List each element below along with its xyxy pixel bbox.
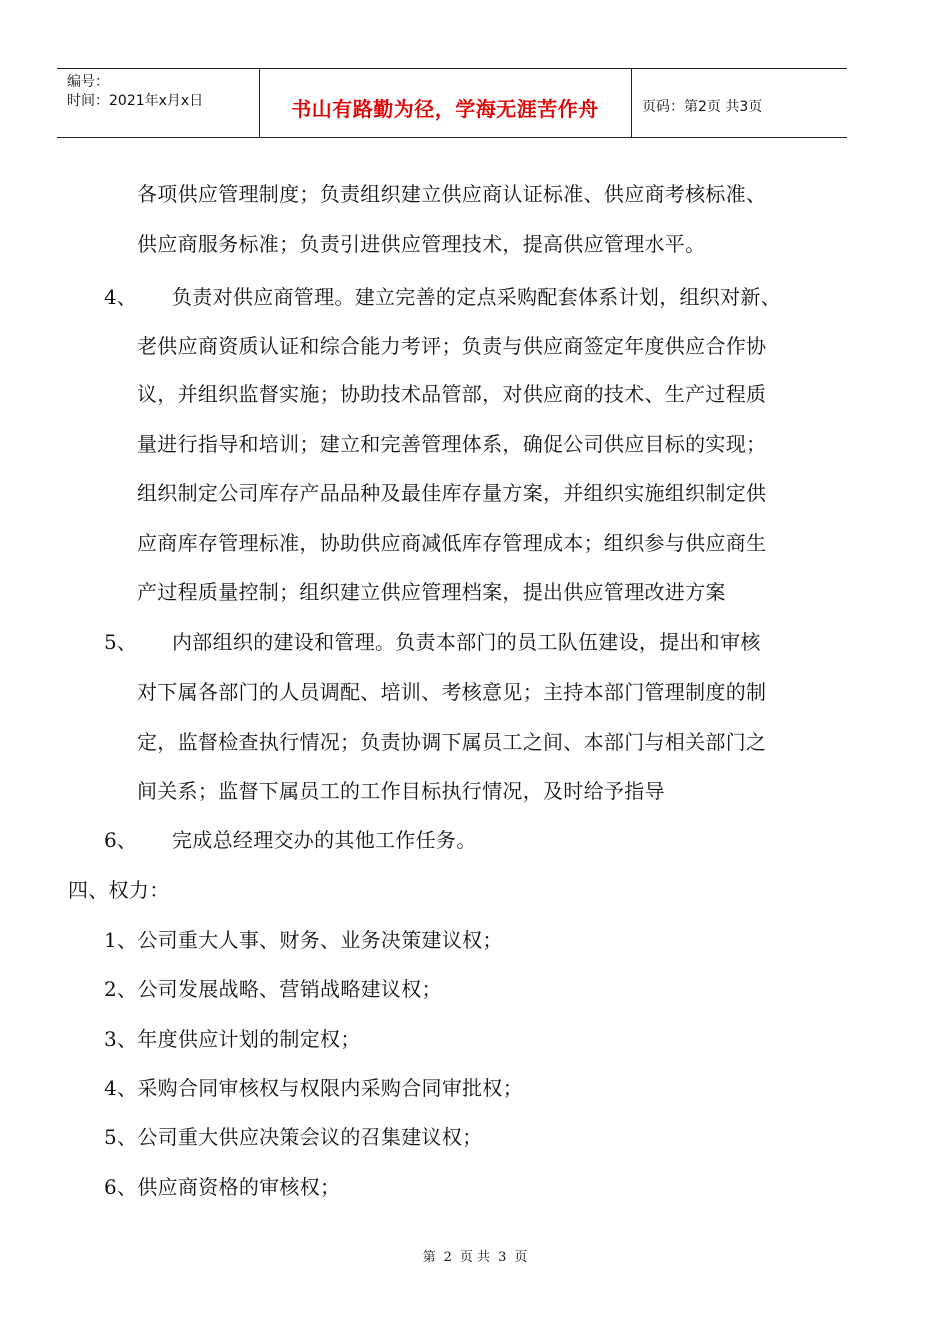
paragraph-line: 组织制定公司库存产品品种及最佳库存量方案，并组织实施组织制定供 [137, 481, 767, 505]
power-item: 4、采购合同审核权与权限内采购合同审批权； [104, 1076, 524, 1100]
power-item: 6、供应商资格的审核权； [104, 1175, 341, 1199]
header-page-number: 页码：第2页 共3页 [642, 99, 763, 115]
paragraph-line: 内部组织的建设和管理。负责本部门的员工队伍建设，提出和审核 [172, 630, 761, 654]
power-item: 3、年度供应计划的制定权； [104, 1027, 361, 1051]
paragraph-line: 议，并组织监督实施；协助技术品管部，对供应商的技术、生产过程质 [137, 382, 767, 406]
paragraph-line: 量进行指导和培训；建立和完善管理体系，确促公司供应目标的实现； [137, 432, 767, 456]
power-item: 1、公司重大人事、财务、业务决策建议权； [104, 928, 503, 952]
paragraph-line: 负责对供应商管理。建立完善的定点采购配套体系计划，组织对新、 [172, 285, 781, 309]
power-item: 5、公司重大供应决策会议的召集建议权； [104, 1125, 483, 1149]
footer-page-current: 2 [443, 1250, 452, 1265]
duty-number: 5、 [104, 630, 137, 654]
paragraph-line: 间关系；监督下属员工的工作目标执行情况，及时给予指导 [137, 779, 665, 803]
duty-number: 4、 [104, 285, 137, 309]
time-label: 时间：2021年x月x日 [67, 93, 204, 109]
footer-page-total: 3 [498, 1250, 507, 1265]
footer-page-mid: 页 共 [459, 1250, 491, 1265]
footer-page-prefix: 第 [422, 1250, 436, 1265]
duty-number: 6、 [104, 828, 137, 852]
paragraph-line: 定，监督检查执行情况；负责协调下属员工之间、本部门与相关部门之 [137, 730, 767, 754]
paragraph-line: 各项供应管理制度；负责组织建立供应商认证标准、供应商考核标准、 [137, 182, 767, 206]
paragraph-line: 对下属各部门的人员调配、培训、考核意见；主持本部门管理制度的制 [137, 680, 767, 704]
paragraph-line: 供应商服务标准；负责引进供应管理技术，提高供应管理水平。 [137, 232, 706, 256]
footer-page-suffix: 页 [514, 1250, 528, 1265]
header-motto: 书山有路勤为径，学海无涯苦作舟 [291, 97, 599, 121]
section-heading: 四、权力： [68, 878, 170, 902]
page-footer [0, 1246, 950, 1265]
paragraph-line: 完成总经理交办的其他工作任务。 [172, 828, 477, 852]
power-item: 2、公司发展战略、营销战略建议权； [104, 977, 442, 1001]
paragraph-line: 老供应商资质认证和综合能力考评；负责与供应商签定年度供应合作协 [137, 334, 767, 358]
paragraph-line: 应商库存管理标准，协助供应商减低库存管理成本；组织参与供应商生 [137, 531, 767, 555]
paragraph-line: 产过程质量控制；组织建立供应管理档案，提出供应管理改进方案 [137, 580, 726, 604]
serial-label: 编号： [67, 74, 109, 90]
